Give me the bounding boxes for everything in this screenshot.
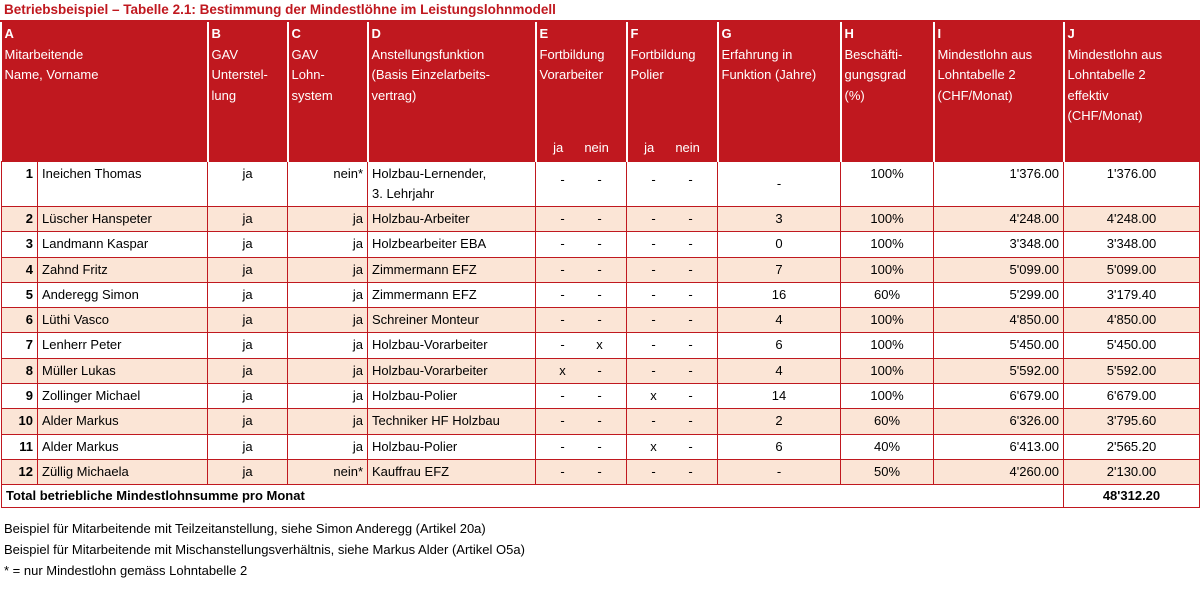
polier-nein: - — [688, 337, 693, 353]
table-row — [2, 358, 1200, 383]
erfahrung-jahre: 6 — [718, 333, 841, 358]
mindestlohn-effektiv: 2'130.00 — [1064, 459, 1200, 484]
function-text: Zimmermann EFZ — [372, 286, 477, 302]
mindestlohn-effektiv: 4'850.00 — [1064, 308, 1200, 333]
mindestlohn-effektiv: 5'592.00 — [1064, 358, 1200, 383]
header-col-e: E Fortbildung Vorarbeiter ja nein — [536, 22, 627, 162]
anstellungsfunktion — [368, 358, 536, 383]
gav-unterstellung: ja — [208, 459, 288, 484]
polier-ja: - — [651, 413, 656, 429]
mindestlohn: 4'260.00 — [934, 459, 1064, 484]
vorarbeiter-nein: - — [597, 388, 602, 404]
gav-unterstellung: ja — [208, 434, 288, 459]
fortbildung-vorarbeiter — [536, 308, 627, 333]
mindestlohn-effektiv: 5'450.00 — [1064, 333, 1200, 358]
erfahrung-jahre: 4 — [718, 308, 841, 333]
mindestlohn: 4'850.00 — [934, 308, 1064, 333]
gav-lohnsystem: nein* — [288, 459, 368, 484]
fortbildung-vorarbeiter — [536, 409, 627, 434]
function-text: Schreiner Monteur — [372, 312, 479, 328]
anstellungsfunktion — [368, 333, 536, 358]
employee-name: Lenherr Peter — [38, 333, 208, 358]
polier-ja: - — [651, 337, 656, 353]
vorarbeiter-ja: - — [560, 388, 565, 404]
mindestlohn: 5'450.00 — [934, 333, 1064, 358]
header-col-f: F Fortbildung Polier ja nein — [627, 22, 718, 162]
anstellungsfunktion — [368, 308, 536, 333]
total-row — [2, 485, 1200, 508]
total-label: Total betriebliche Mindestlohnsumme pro Monat — [2, 485, 1064, 508]
mindestlohn: 5'592.00 — [934, 358, 1064, 383]
row-number: 4 — [2, 257, 38, 282]
employee-name: Alder Markus — [38, 434, 208, 459]
row-number: 10 — [2, 409, 38, 434]
function-text: Zimmermann EFZ — [372, 261, 477, 277]
mindestlohn: 6'413.00 — [934, 434, 1064, 459]
footnote: * = nur Mindestlohn gemäss Lohntabelle 2 — [4, 563, 248, 578]
vorarbeiter-ja: - — [560, 413, 565, 429]
polier-ja: - — [651, 261, 656, 277]
table-row — [2, 434, 1200, 459]
header-row — [2, 22, 1200, 162]
fortbildung-polier — [627, 282, 718, 307]
employee-name: Müller Lukas — [38, 358, 208, 383]
vorarbeiter-ja: - — [560, 236, 565, 252]
fortbildung-polier — [627, 162, 718, 207]
polier-nein: - — [688, 236, 693, 252]
vorarbeiter-nein: - — [597, 413, 602, 429]
fortbildung-polier — [627, 257, 718, 282]
wage-table — [1, 22, 1200, 508]
vorarbeiter-nein: - — [597, 438, 602, 454]
mindestlohn: 3'348.00 — [934, 232, 1064, 257]
gav-lohnsystem: ja — [288, 232, 368, 257]
beschaeftigungsgrad: 100% — [841, 358, 934, 383]
row-number: 11 — [2, 434, 38, 459]
vorarbeiter-nein: - — [597, 312, 602, 328]
fortbildung-vorarbeiter — [536, 282, 627, 307]
fortbildung-vorarbeiter — [536, 384, 627, 409]
header-col-d: D Anstellungsfunktion (Basis Einzelarbeits- vertrag) — [368, 22, 536, 162]
function-text: Holzbau-Vorarbeiter — [372, 362, 488, 378]
vorarbeiter-ja: - — [560, 438, 565, 454]
header-col-i: I Mindestlohn aus Lohntabelle 2 (CHF/Monat) — [934, 22, 1064, 162]
gav-lohnsystem: ja — [288, 333, 368, 358]
anstellungsfunktion — [368, 232, 536, 257]
gav-lohnsystem: ja — [288, 384, 368, 409]
gav-unterstellung: ja — [208, 409, 288, 434]
function-line: 3. Lehrjahr — [372, 186, 435, 201]
beschaeftigungsgrad: 60% — [841, 282, 934, 307]
footnote: Beispiel für Mitarbeitende mit Mischanstellungsverhältnis, siehe Markus Alder (Artikel O5a) — [4, 542, 525, 557]
gav-unterstellung: ja — [208, 308, 288, 333]
erfahrung-jahre: - — [718, 162, 841, 207]
anstellungsfunktion — [368, 162, 536, 207]
beschaeftigungsgrad: 100% — [841, 257, 934, 282]
anstellungsfunktion — [368, 207, 536, 232]
erfahrung-jahre: 2 — [718, 409, 841, 434]
mindestlohn-effektiv: 2'565.20 — [1064, 434, 1200, 459]
mindestlohn: 5'299.00 — [934, 282, 1064, 307]
gav-unterstellung: ja — [208, 257, 288, 282]
header-col-a: A Mitarbeitende Name, Vorname — [2, 22, 208, 162]
fortbildung-vorarbeiter — [536, 207, 627, 232]
row-number: 3 — [2, 232, 38, 257]
fortbildung-vorarbeiter — [536, 459, 627, 484]
mindestlohn-effektiv: 3'179.40 — [1064, 282, 1200, 307]
function-text: Holzbau-Vorarbeiter — [372, 337, 488, 353]
vorarbeiter-nein: - — [597, 463, 602, 479]
polier-ja: - — [651, 312, 656, 328]
footnote: Beispiel für Mitarbeitende mit Teilzeitanstellung, siehe Simon Anderegg (Artikel 20a) — [4, 521, 486, 536]
erfahrung-jahre: - — [718, 459, 841, 484]
gav-unterstellung: ja — [208, 162, 288, 207]
polier-nein: - — [688, 261, 693, 277]
header-f-no: nein — [675, 139, 700, 155]
beschaeftigungsgrad: 40% — [841, 434, 934, 459]
function-text: Holzbau-Arbeiter — [372, 211, 470, 226]
employee-name: Ineichen Thomas — [38, 162, 208, 207]
table-row — [2, 257, 1200, 282]
gav-lohnsystem: ja — [288, 434, 368, 459]
polier-ja: x — [650, 388, 657, 404]
fortbildung-polier — [627, 333, 718, 358]
gav-lohnsystem: ja — [288, 358, 368, 383]
vorarbeiter-nein: - — [597, 172, 602, 187]
vorarbeiter-ja: - — [560, 172, 565, 187]
polier-nein: - — [688, 388, 693, 404]
fortbildung-vorarbeiter — [536, 333, 627, 358]
vorarbeiter-ja: - — [560, 286, 565, 302]
vorarbeiter-nein: - — [597, 261, 602, 277]
header-col-c: C GAV Lohn- system — [288, 22, 368, 162]
mindestlohn-effektiv: 3'795.60 — [1064, 409, 1200, 434]
fortbildung-polier — [627, 384, 718, 409]
row-number: 2 — [2, 207, 38, 232]
vorarbeiter-ja: - — [560, 463, 565, 479]
row-number: 8 — [2, 358, 38, 383]
beschaeftigungsgrad: 100% — [841, 384, 934, 409]
polier-ja: - — [651, 362, 656, 378]
table-row — [2, 232, 1200, 257]
table-row — [2, 282, 1200, 307]
gav-lohnsystem: nein* — [288, 162, 368, 207]
table-title: Betriebsbeispiel – Tabelle 2.1: Bestimmung der Mindestlöhne im Leistungslohnmodell — [4, 2, 556, 17]
mindestlohn: 4'248.00 — [934, 207, 1064, 232]
erfahrung-jahre: 3 — [718, 207, 841, 232]
gav-lohnsystem: ja — [288, 282, 368, 307]
erfahrung-jahre: 16 — [718, 282, 841, 307]
row-number: 9 — [2, 384, 38, 409]
mindestlohn: 5'099.00 — [934, 257, 1064, 282]
gav-lohnsystem: ja — [288, 207, 368, 232]
gav-lohnsystem: ja — [288, 409, 368, 434]
mindestlohn-effektiv: 1'376.00 — [1064, 162, 1200, 207]
row-number: 1 — [2, 162, 38, 207]
beschaeftigungsgrad: 60% — [841, 409, 934, 434]
vorarbeiter-ja: - — [560, 211, 565, 226]
fortbildung-polier — [627, 409, 718, 434]
table-row — [2, 409, 1200, 434]
vorarbeiter-nein: - — [597, 362, 602, 378]
header-col-j: J Mindestlohn aus Lohntabelle 2 effektiv (CHF/Monat) — [1064, 22, 1200, 162]
function-text: Kauffrau EFZ — [372, 463, 450, 479]
fortbildung-vorarbeiter — [536, 434, 627, 459]
fortbildung-polier — [627, 459, 718, 484]
header-col-g: G Erfahrung in Funktion (Jahre) — [718, 22, 841, 162]
function-line: Holzbau-Lernender, — [372, 166, 487, 181]
header-e-no: nein — [584, 139, 609, 155]
mindestlohn-effektiv: 3'348.00 — [1064, 232, 1200, 257]
fortbildung-polier — [627, 308, 718, 333]
table-row — [2, 384, 1200, 409]
row-number: 12 — [2, 459, 38, 484]
employee-name: Zahnd Fritz — [38, 257, 208, 282]
erfahrung-jahre: 4 — [718, 358, 841, 383]
mindestlohn-effektiv: 4'248.00 — [1064, 207, 1200, 232]
beschaeftigungsgrad: 100% — [841, 308, 934, 333]
fortbildung-polier — [627, 434, 718, 459]
vorarbeiter-ja: - — [560, 261, 565, 277]
anstellungsfunktion — [368, 257, 536, 282]
polier-ja: - — [651, 236, 656, 252]
mindestlohn: 6'326.00 — [934, 409, 1064, 434]
gav-unterstellung: ja — [208, 333, 288, 358]
gav-unterstellung: ja — [208, 384, 288, 409]
function-text: Holzbau-Polier — [372, 438, 458, 454]
mindestlohn-effektiv: 5'099.00 — [1064, 257, 1200, 282]
table-row — [2, 162, 1200, 207]
erfahrung-jahre: 0 — [718, 232, 841, 257]
vorarbeiter-nein: - — [597, 211, 602, 226]
vorarbeiter-nein: - — [597, 236, 602, 252]
fortbildung-vorarbeiter — [536, 358, 627, 383]
vorarbeiter-nein: x — [596, 337, 603, 353]
function-text: Techniker HF Holzbau — [372, 413, 500, 429]
gav-lohnsystem: ja — [288, 257, 368, 282]
fortbildung-vorarbeiter — [536, 257, 627, 282]
polier-nein: - — [688, 413, 693, 429]
beschaeftigungsgrad: 50% — [841, 459, 934, 484]
fortbildung-polier — [627, 207, 718, 232]
row-number: 6 — [2, 308, 38, 333]
gav-unterstellung: ja — [208, 207, 288, 232]
beschaeftigungsgrad: 100% — [841, 162, 934, 207]
table-row — [2, 333, 1200, 358]
gav-lohnsystem: ja — [288, 308, 368, 333]
polier-ja: - — [651, 286, 656, 302]
beschaeftigungsgrad: 100% — [841, 333, 934, 358]
footnotes — [4, 518, 525, 581]
row-number: 5 — [2, 282, 38, 307]
table-row — [2, 459, 1200, 484]
beschaeftigungsgrad: 100% — [841, 232, 934, 257]
beschaeftigungsgrad: 100% — [841, 207, 934, 232]
function-text: Holzbau-Polier — [372, 388, 458, 404]
polier-nein: - — [688, 286, 693, 302]
function-text: Holzbearbeiter EBA — [372, 236, 487, 252]
header-f-yes: ja — [644, 139, 655, 155]
polier-ja: - — [651, 463, 656, 479]
polier-nein: - — [688, 312, 693, 328]
fortbildung-polier — [627, 232, 718, 257]
erfahrung-jahre: 7 — [718, 257, 841, 282]
header-col-h: H Beschäfti- gungsgrad (%) — [841, 22, 934, 162]
employee-name: Lüscher Hanspeter — [38, 207, 208, 232]
employee-name: Zollinger Michael — [38, 384, 208, 409]
gav-unterstellung: ja — [208, 358, 288, 383]
employee-name: Anderegg Simon — [38, 282, 208, 307]
erfahrung-jahre: 14 — [718, 384, 841, 409]
vorarbeiter-ja: - — [560, 337, 565, 353]
anstellungsfunktion — [368, 282, 536, 307]
employee-name: Züllig Michaela — [38, 459, 208, 484]
gav-unterstellung: ja — [208, 232, 288, 257]
vorarbeiter-ja: x — [559, 362, 566, 378]
polier-nein: - — [688, 463, 693, 479]
total-value: 48'312.20 — [1064, 485, 1200, 508]
header-e-yes: ja — [553, 139, 564, 155]
polier-nein: - — [688, 438, 693, 454]
anstellungsfunktion — [368, 459, 536, 484]
fortbildung-vorarbeiter — [536, 232, 627, 257]
row-number: 7 — [2, 333, 38, 358]
polier-ja: - — [651, 172, 656, 187]
employee-name: Lüthi Vasco — [38, 308, 208, 333]
erfahrung-jahre: 6 — [718, 434, 841, 459]
table-row — [2, 308, 1200, 333]
table-row — [2, 207, 1200, 232]
employee-name: Alder Markus — [38, 409, 208, 434]
mindestlohn: 6'679.00 — [934, 384, 1064, 409]
polier-nein: - — [688, 362, 693, 378]
vorarbeiter-nein: - — [597, 286, 602, 302]
mindestlohn: 1'376.00 — [934, 162, 1064, 207]
fortbildung-vorarbeiter — [536, 162, 627, 207]
mindestlohn-effektiv: 6'679.00 — [1064, 384, 1200, 409]
fortbildung-polier — [627, 358, 718, 383]
header-col-b: B GAV Unterstel- lung — [208, 22, 288, 162]
polier-ja: - — [651, 211, 656, 226]
polier-ja: x — [650, 438, 657, 454]
polier-nein: - — [688, 211, 693, 226]
anstellungsfunktion — [368, 409, 536, 434]
gav-unterstellung: ja — [208, 282, 288, 307]
anstellungsfunktion — [368, 434, 536, 459]
anstellungsfunktion — [368, 384, 536, 409]
employee-name: Landmann Kaspar — [38, 232, 208, 257]
vorarbeiter-ja: - — [560, 312, 565, 328]
polier-nein: - — [688, 172, 693, 187]
